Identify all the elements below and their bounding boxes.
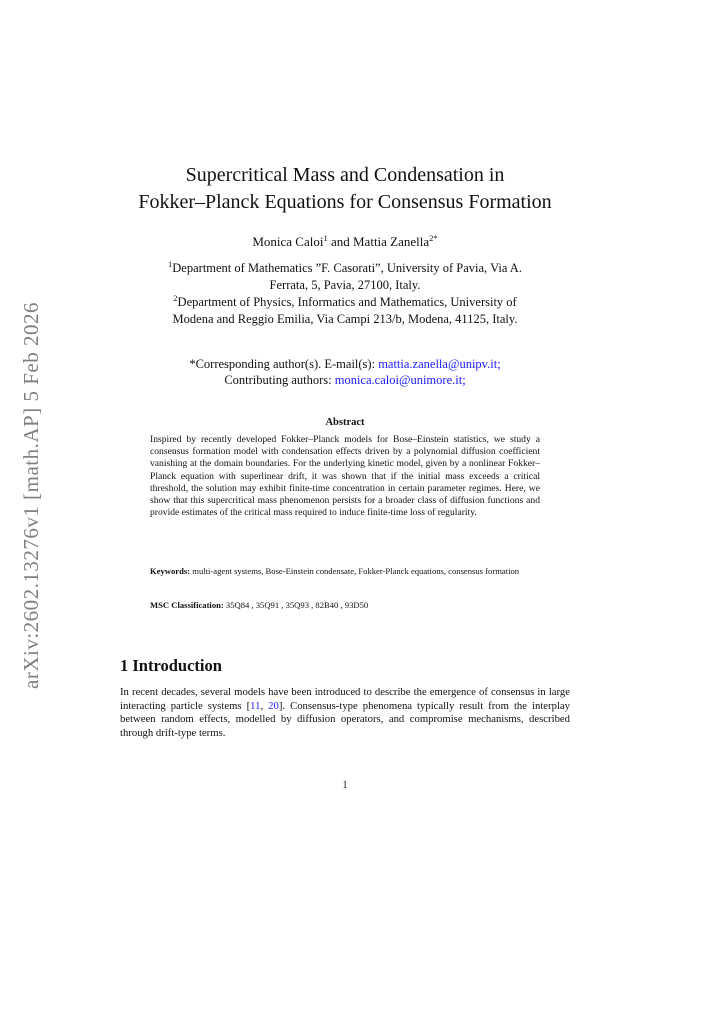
abstract-heading: Abstract — [325, 417, 365, 428]
affiliation-line: Modena and Reggio Emilia, Via Campi 213/b, Modena, 41125, Italy. — [172, 312, 518, 326]
paragraph-text: In recent decades, several models have been introduced to describe the emergence of consensus in large interacting particle systems [ — [120, 686, 570, 712]
msc-label: MSC Classification: — [150, 600, 224, 610]
keywords-text: multi-agent systems, Bose-Einstein condensate, Fokker-Planck equations, consensus formation — [190, 566, 520, 576]
paper-title — [100, 162, 590, 216]
citation-separator: , — [260, 699, 269, 712]
author-affil-mark: 2* — [429, 233, 438, 243]
contributing-email-link[interactable]: monica.caloi@unimore.it — [334, 373, 463, 387]
affiliation-1 — [120, 260, 570, 277]
email-separator: ; — [462, 373, 466, 387]
author-name: Mattia Zanella — [353, 234, 430, 249]
affiliations — [120, 260, 570, 328]
email-separator: ; — [497, 357, 501, 371]
title-line-2: Fokker–Planck Equations for Consensus Formation — [138, 191, 552, 213]
paragraph-text: ]. Consensus-type phenomena typically result from the interplay between random effects, modelled by diffusion operators, and compromise mechanisms, described through drift-type terms. — [120, 699, 571, 739]
msc-codes: 35Q84 , 35Q91 , 35Q93 , 82B40 , 93D50 — [223, 600, 369, 610]
introduction-paragraph — [120, 686, 570, 740]
citation-link[interactable]: 20 — [268, 699, 279, 712]
affiliation-mark: 2 — [173, 293, 178, 303]
affiliation-line: Department of Physics, Informatics and Mathematics, University of — [177, 295, 517, 309]
affiliation-mark: 1 — [168, 259, 173, 269]
author-list — [100, 234, 590, 250]
author-affil-mark: 1 — [323, 233, 328, 243]
contributing-authors-line — [120, 372, 570, 388]
abstract-text: Inspired by recently developed Fokker–Planck models for Bose–Einstein statistics, we study a consensus formation model with condensation effects driven by a polynomial diffusion coefficient vanishing at the domain boundaries. For the underlying kinetic model, given by a nonlinear Fokker–Planck equation with superlinear drift, it was shown that if the initial mass exceeds a critical threshold, the solution may exhibit finite-time concentration in certain parameter regimes. Here, we show that this supercritical mass phenomenon persists for a broader class of diffusion functions and provide estimates of the critical mass required to induce finite-time loss of regularity. — [150, 434, 540, 519]
corresponding-label: *Corresponding author(s). E-mail(s): — [189, 357, 379, 371]
page-number: 1 — [342, 780, 348, 791]
affiliation-line: Department of Mathematics ”F. Casorati”, University of Pavia, Via A. — [172, 261, 522, 275]
contributing-label: Contributing authors: — [224, 373, 335, 387]
keywords-label: Keywords: — [150, 566, 191, 576]
arxiv-identifier: arXiv:2602.13276v1 [math.AP] 5 Feb 2026 — [18, 301, 43, 689]
correspondence-block — [120, 356, 570, 388]
arxiv-identifier-stamp — [18, 290, 44, 700]
msc-classification — [150, 600, 540, 610]
title-line-1: Supercritical Mass and Condensation in — [185, 164, 505, 186]
corresponding-email-link[interactable]: mattia.zanella@unipv.it — [378, 357, 498, 371]
section-heading: 1 Introduction — [120, 656, 222, 675]
keywords — [150, 566, 540, 578]
author-conjunction: and — [327, 234, 353, 249]
affiliation-line: Ferrata, 5, Pavia, 27100, Italy. — [269, 278, 421, 292]
citation-link[interactable]: 11 — [250, 699, 261, 712]
affiliation-2 — [120, 294, 570, 311]
corresponding-author-line — [120, 356, 570, 372]
author-name: Monica Caloi — [252, 234, 324, 249]
